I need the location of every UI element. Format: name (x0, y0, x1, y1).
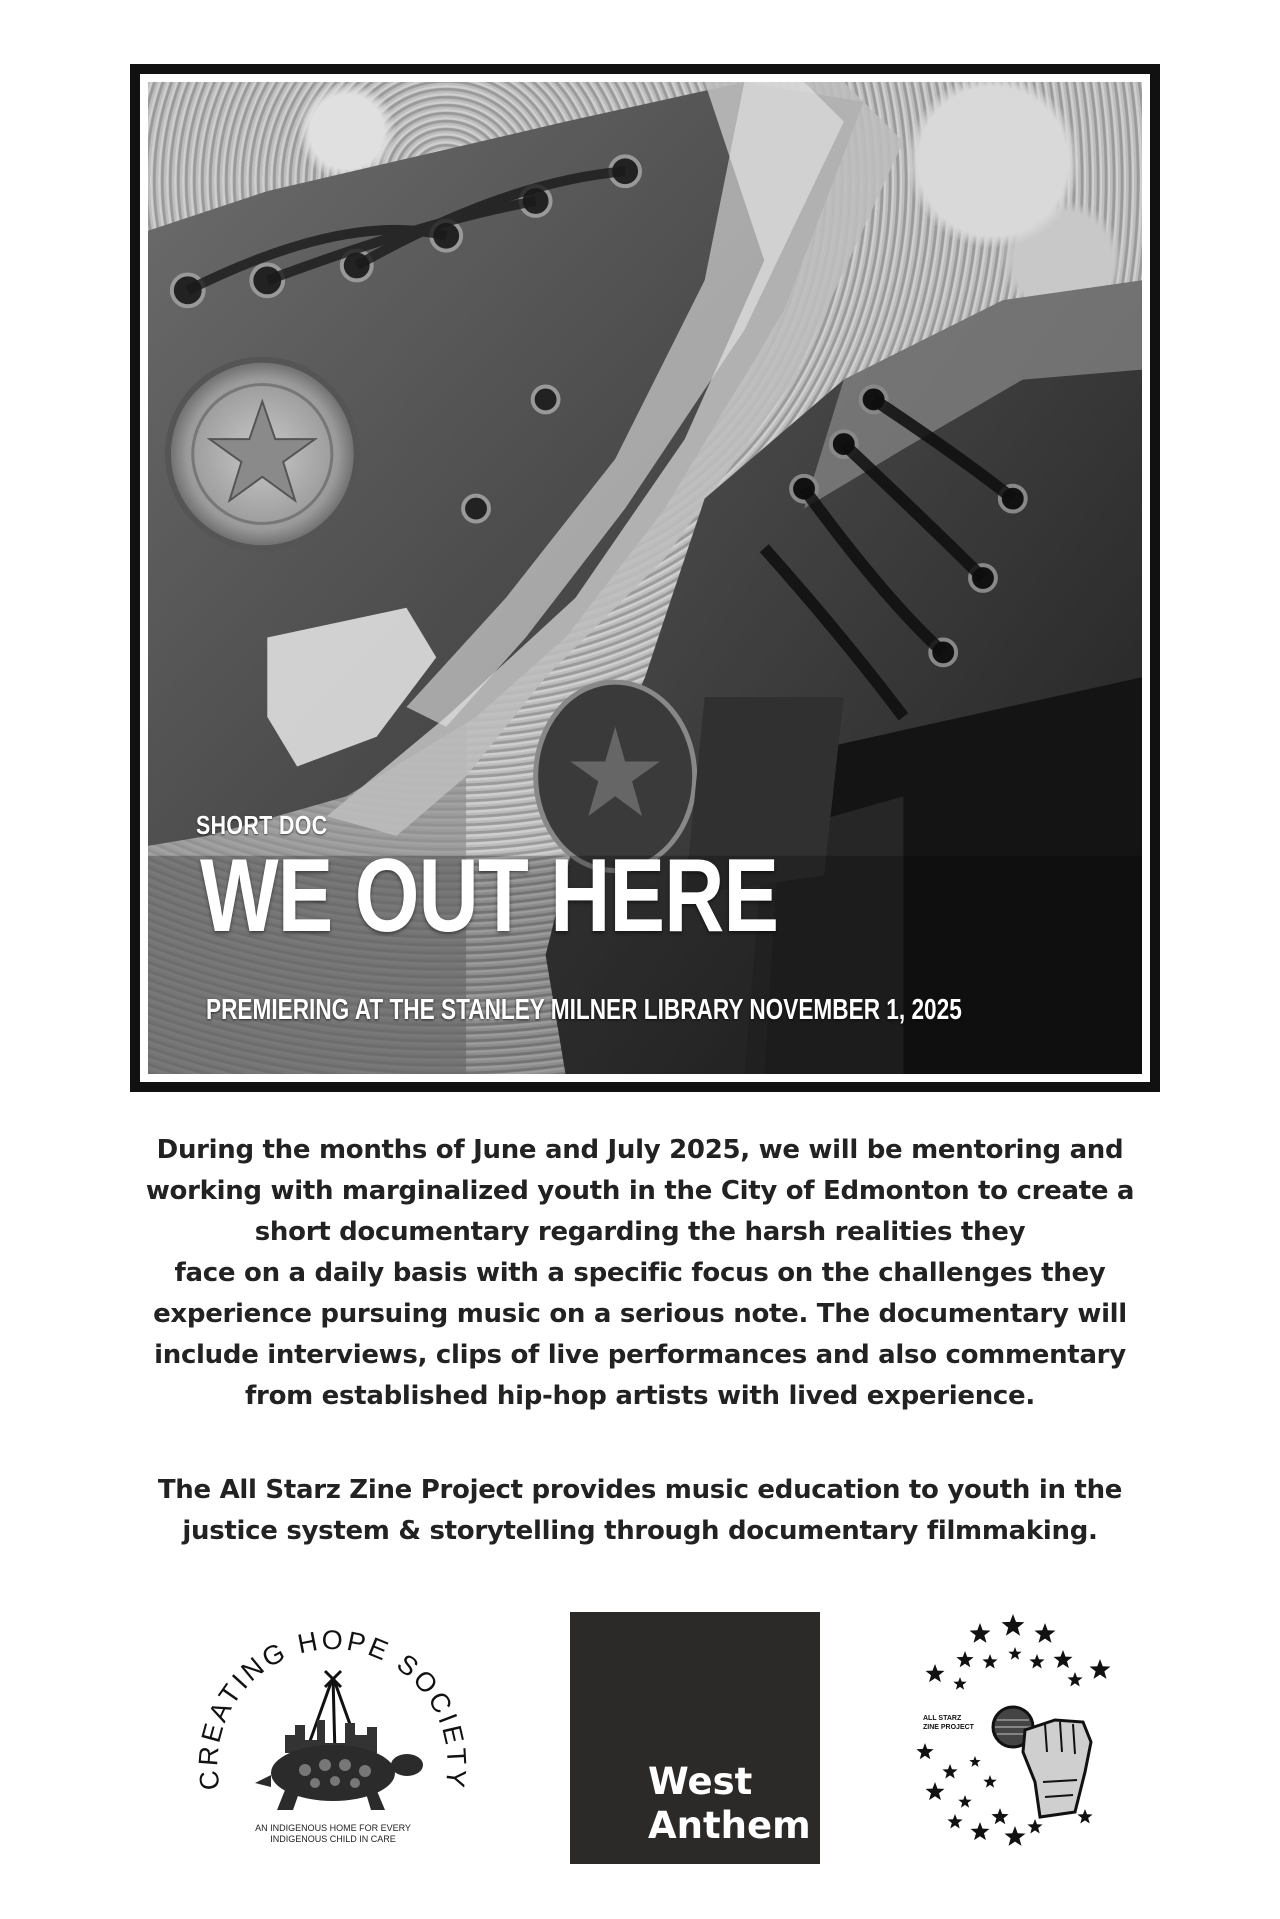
star-icon (1090, 1659, 1111, 1679)
west-anthem-line1: West (648, 1760, 753, 1803)
all-starz-line1: ALL STARZ (923, 1715, 962, 1722)
description-line: include interviews, clips of live performances and also commentary (154, 1340, 1126, 1370)
star-icon (958, 1795, 971, 1808)
star-icon (971, 1822, 990, 1840)
stars-fist-microphone-icon (905, 1612, 1135, 1852)
description-line: experience pursuing music on a serious note. The documentary will (153, 1299, 1127, 1329)
all-starz-line2: ZINE PROJECT (923, 1724, 974, 1731)
star-icon (926, 1664, 945, 1682)
star-icon (983, 1775, 996, 1788)
doc-tag: SHORT DOC (196, 810, 328, 840)
star-icon (916, 1743, 933, 1759)
poster-frame (130, 64, 1160, 1092)
creating-hope-tagline-2: INDIGENOUS CHILD IN CARE (270, 1834, 396, 1844)
description-line: short documentary regarding the harsh realities they (254, 1217, 1026, 1247)
description-line: During the months of June and July 2025, we will be mentoring and (156, 1135, 1124, 1165)
star-icon (956, 1651, 973, 1667)
description-line: face on a daily basis with a specific focus on the challenges they (174, 1258, 1106, 1288)
star-icon (942, 1764, 957, 1779)
creating-hope-name: CREATING HOPE SOCIETY (193, 1625, 472, 1792)
star-icon (1005, 1826, 1026, 1846)
star-icon (982, 1654, 997, 1669)
west-anthem-line2: Anthem (648, 1804, 811, 1847)
all-starz-zine-project-logo (905, 1612, 1135, 1852)
west-anthem-logo (570, 1612, 820, 1864)
star-icon (1077, 1809, 1092, 1824)
star-icon (1008, 1647, 1021, 1660)
poster-border (140, 74, 1150, 1082)
star-icon (947, 1814, 962, 1829)
star-icon (1029, 1654, 1044, 1669)
star-icon (1067, 1672, 1082, 1687)
west-anthem-wordmark (648, 1760, 811, 1848)
star-icon (953, 1677, 966, 1690)
description-line: working with marginalized youth in the City of Edmonton to create a (145, 1176, 1135, 1206)
project-blurb (110, 1470, 1170, 1552)
description-line: from established hip-hop artists with lived experience. (245, 1381, 1035, 1411)
blurb-line: justice system & storytelling through documentary filmmaking. (182, 1516, 1098, 1546)
star-icon (1054, 1650, 1073, 1668)
blurb-line: The All Starz Zine Project provides music education to youth in the (157, 1475, 1123, 1505)
star-icon (969, 1756, 980, 1767)
star-icon (991, 1808, 1008, 1824)
star-icon (926, 1782, 945, 1800)
star-icon (1035, 1623, 1056, 1643)
star-icon (970, 1623, 991, 1643)
premiere-info: PREMIERING AT THE STANLEY MILNER LIBRARY NOVEMBER 1, 2025 (206, 994, 962, 1026)
doc-title: WE OUT HERE (200, 838, 779, 954)
star-icon (1027, 1819, 1042, 1834)
creating-hope-tagline-1: AN INDIGENOUS HOME FOR EVERY (255, 1823, 411, 1833)
project-description (110, 1130, 1170, 1417)
sneakers-photo (148, 82, 1142, 1074)
turtle-tipi-icon (185, 1605, 485, 1865)
star-icon (1002, 1614, 1025, 1636)
creating-hope-society-logo (185, 1605, 485, 1865)
